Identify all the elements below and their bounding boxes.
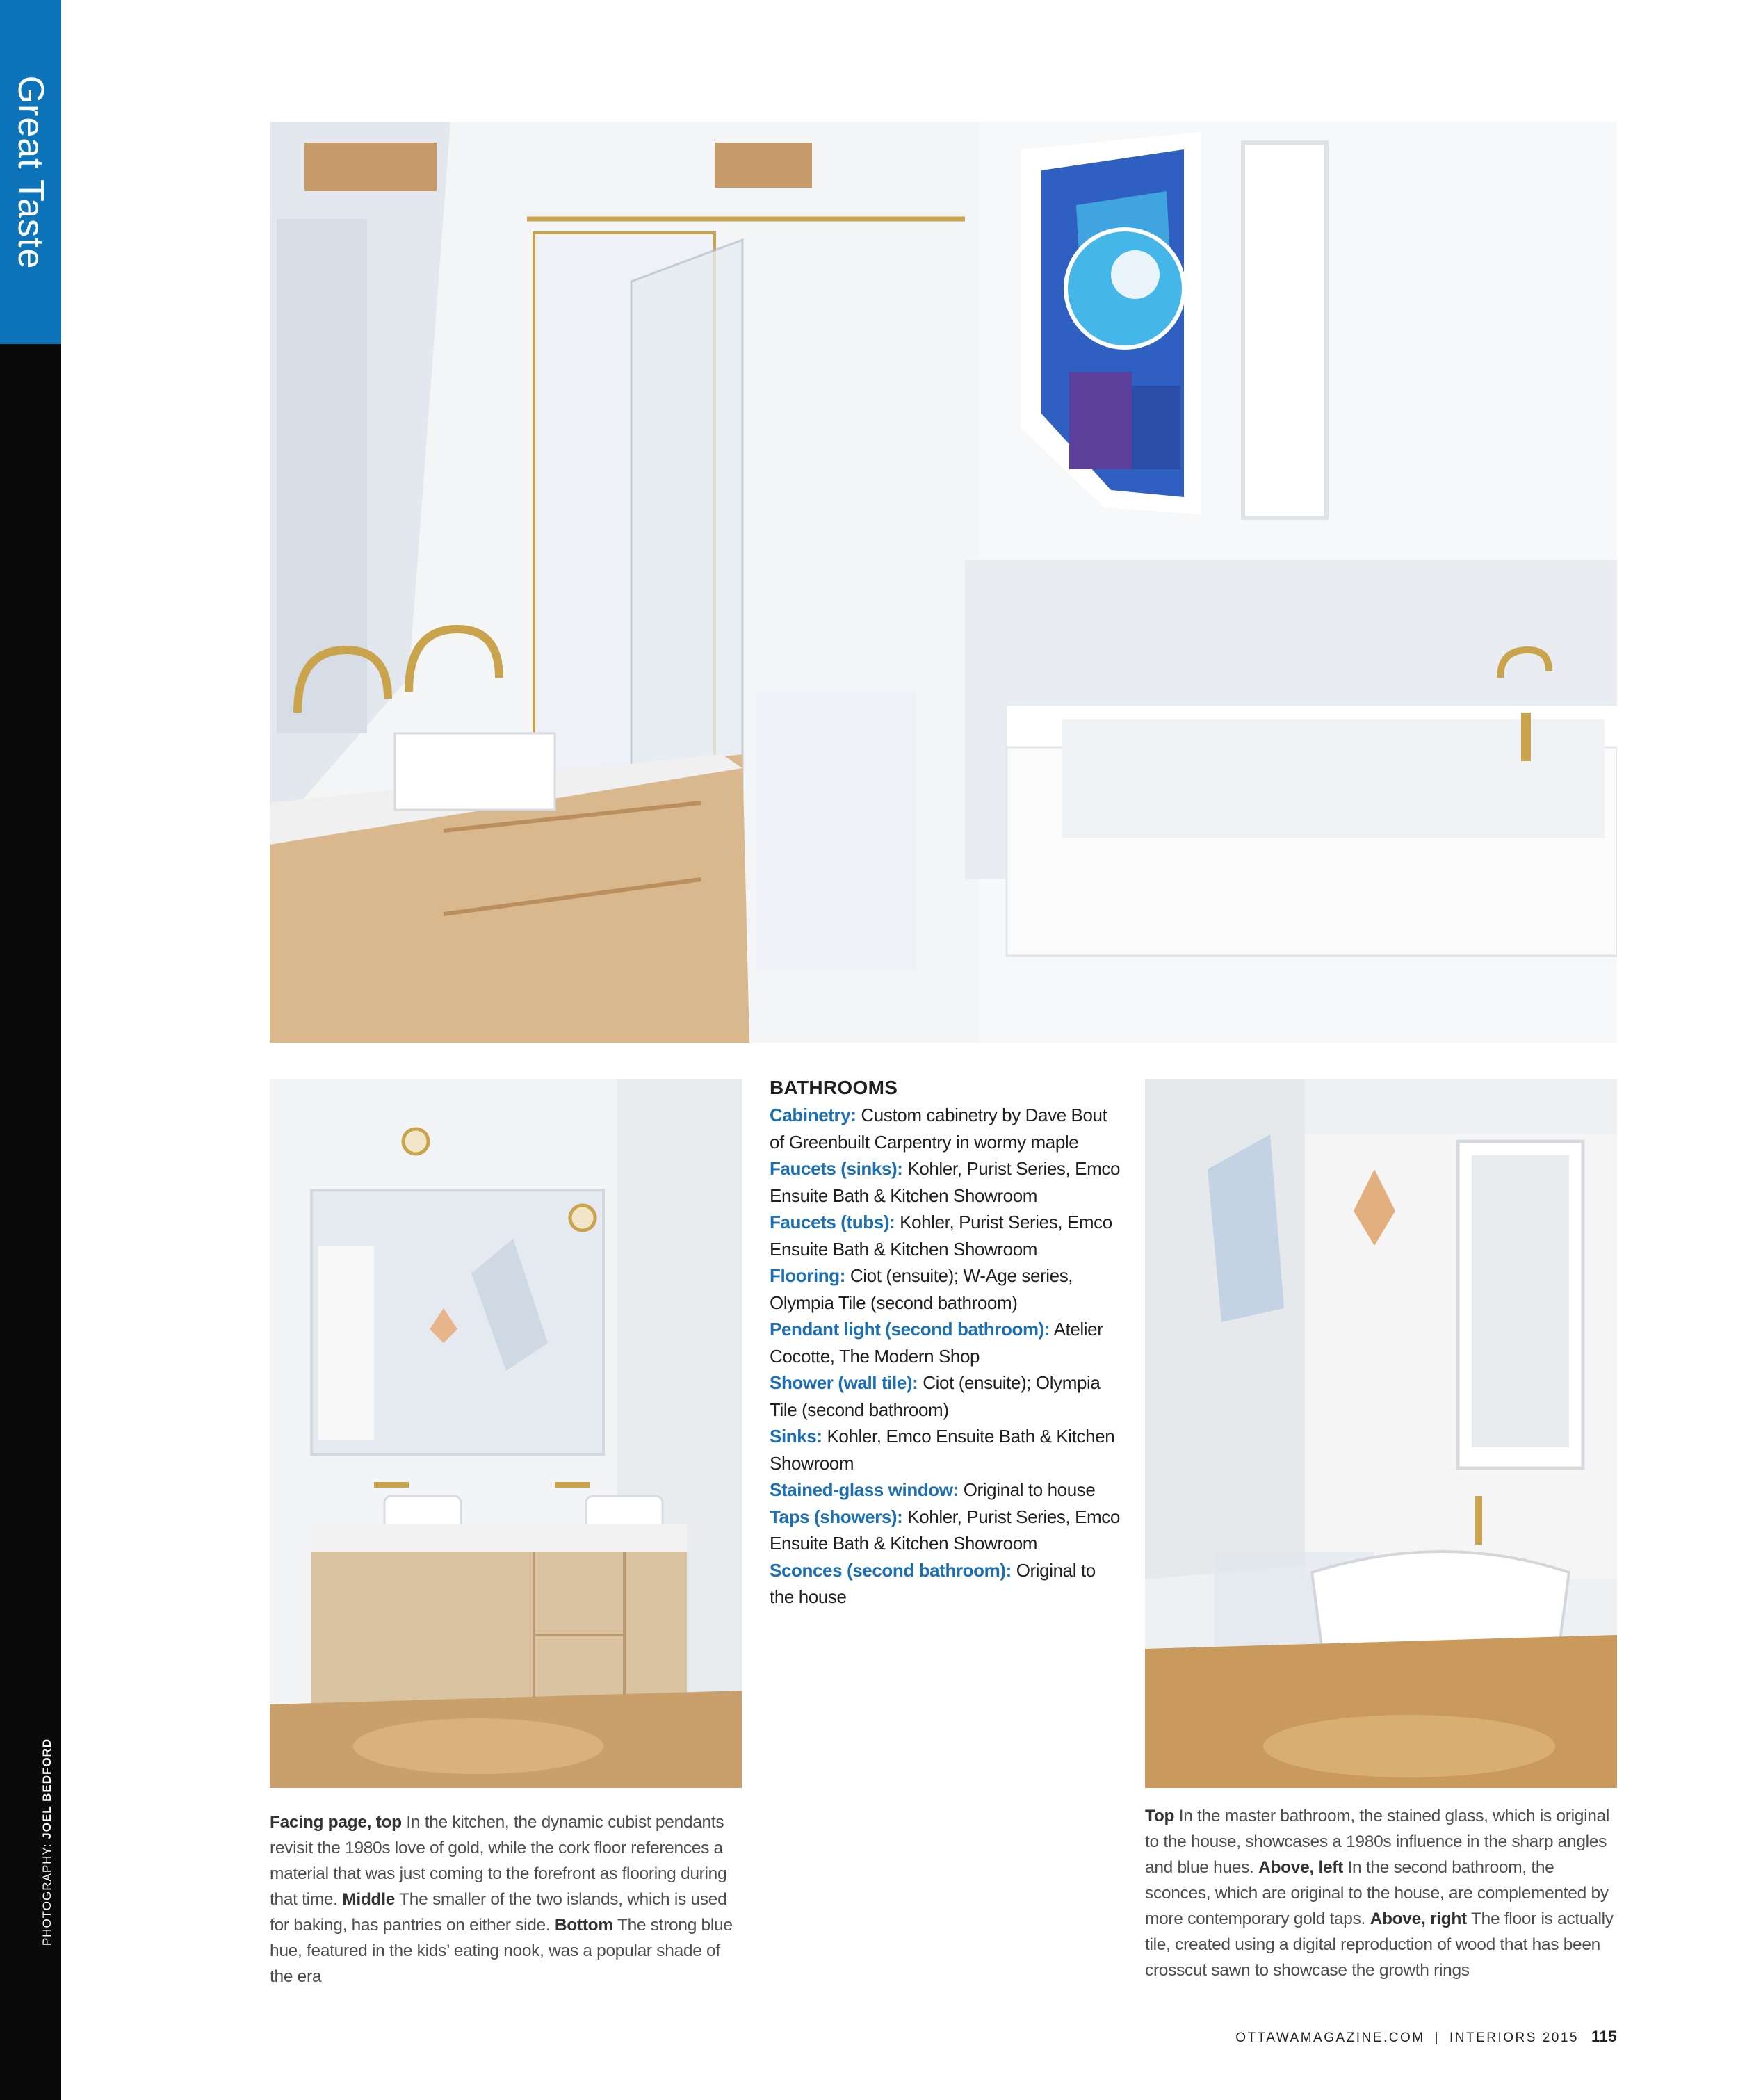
caption-text: The strong blue hue, featured in the kids’ eating nook, was a popular shade of the era — [270, 1916, 733, 1986]
source-text: Atelier Cocotte, The Modern Shop — [770, 1319, 1103, 1367]
source-text: Kohler, Purist Series, Emco Ensuite Bath & Kitchen Showroom — [770, 1212, 1112, 1260]
caption-heading: Middle — [342, 1890, 396, 1909]
caption-heading: Top — [1145, 1807, 1175, 1825]
source-label: Cabinetry: — [770, 1105, 856, 1125]
caption-right — [1145, 1803, 1621, 1983]
source-item — [770, 1209, 1124, 1262]
source-label: Stained-glass window: — [770, 1479, 959, 1500]
source-label: Sconces (second bathroom): — [770, 1559, 1012, 1581]
caption-left — [270, 1809, 746, 1989]
source-text: Kohler, Emco Ensuite Bath & Kitchen Showroom — [770, 1426, 1115, 1474]
sources-list — [770, 1074, 1124, 1611]
source-text: Kohler, Purist Series, Emco Ensuite Bath & Kitchen Showroom — [770, 1506, 1120, 1554]
source-text: Original to the house — [770, 1559, 1096, 1607]
photo-credit-prefix: PHOTOGRAPHY: — [40, 1843, 54, 1946]
source-item — [770, 1262, 1124, 1316]
photo-second-bathroom-vanity — [270, 1079, 742, 1788]
source-item — [770, 1476, 1124, 1504]
source-label: Faucets (tubs): — [770, 1212, 895, 1232]
caption-text: The smaller of the two islands, which is used for baking, has pantries on either side. — [270, 1890, 727, 1935]
source-label: Sinks: — [770, 1426, 822, 1447]
caption-text: In the master bathroom, the stained glass, which is original to the house, showcases a 1980s influence in the sharp angles and blue hues. — [1145, 1807, 1610, 1877]
source-item — [770, 1102, 1124, 1155]
caption-heading: Above, right — [1370, 1910, 1467, 1928]
caption-heading: Facing page, top — [270, 1813, 402, 1832]
photo-freestanding-tub — [1145, 1079, 1617, 1788]
page-number: 115 — [1591, 2028, 1617, 2045]
footer-separator: | — [1434, 2030, 1440, 2045]
source-label: Taps (showers): — [770, 1506, 903, 1527]
source-text: Kohler, Purist Series, Emco Ensuite Bath & Kitchen Showroom — [770, 1158, 1121, 1206]
source-label: Shower (wall tile): — [770, 1372, 918, 1393]
caption-text: In the second bathroom, the sconces, which are original to the house, are complemented by more contemporary gold taps. — [1145, 1858, 1609, 1928]
source-label: Faucets (sinks): — [770, 1158, 903, 1179]
photo-credit — [40, 1739, 54, 1946]
source-label: Flooring: — [770, 1265, 846, 1286]
footer-issue: INTERIORS 2015 — [1449, 2030, 1579, 2045]
photo-master-bathroom — [270, 122, 1617, 1043]
sources-heading: BATHROOMS — [770, 1077, 898, 1098]
caption-text: The floor is actually tile, created using a digital reproduction of wood that has been crosscut sawn to showcase the growth rings — [1145, 1910, 1614, 1980]
caption-heading: Above, left — [1258, 1858, 1344, 1877]
caption-text: In the kitchen, the dynamic cubist pendants revisit the 1980s love of gold, while the cork floor references a material that was just coming to the forefront as flooring during that time. — [270, 1813, 727, 1909]
photo-credit-name: JOEL BEDFORD — [40, 1738, 54, 1839]
source-item — [770, 1369, 1124, 1423]
source-text: Original to house — [963, 1479, 1096, 1500]
footer-site: OTTAWAMAGAZINE.COM — [1235, 2030, 1425, 2045]
source-item — [770, 1316, 1124, 1369]
source-text: Custom cabinetry by Dave Bout of Greenbuilt Carpentry in wormy maple — [770, 1105, 1107, 1153]
source-item — [770, 1557, 1124, 1611]
caption-heading: Bottom — [554, 1916, 613, 1935]
source-item — [770, 1155, 1124, 1209]
source-text: Ciot (ensuite); W-Age series, Olympia Tile (second bathroom) — [770, 1265, 1073, 1313]
source-label: Pendant light (second bathroom): — [770, 1319, 1050, 1340]
source-text: Ciot (ensuite); Olympia Tile (second bathroom) — [770, 1372, 1101, 1420]
section-label: Great Taste — [10, 75, 51, 270]
source-item — [770, 1504, 1124, 1557]
source-item — [770, 1423, 1124, 1476]
page-footer — [1235, 2028, 1617, 2046]
